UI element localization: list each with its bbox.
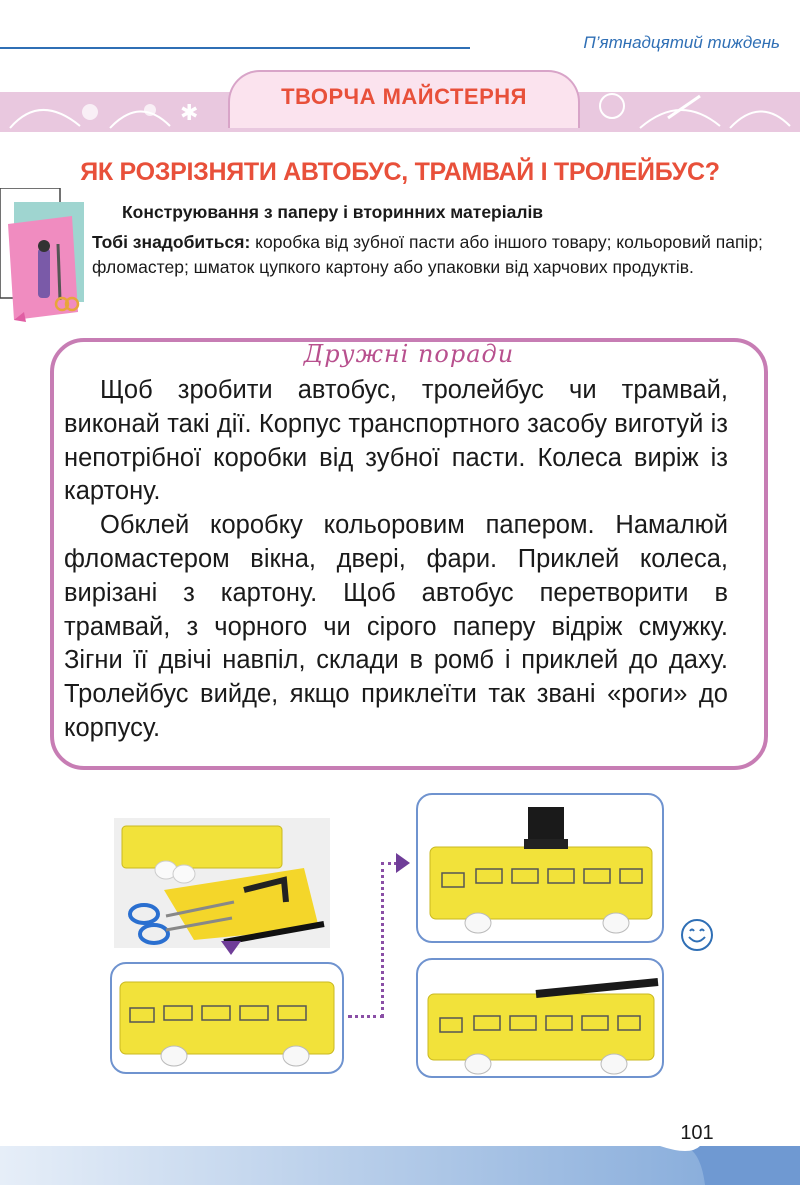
arrow-down-icon (221, 941, 241, 955)
trolleybus-model-image (418, 960, 664, 1078)
trolleybus-photo-frame (416, 958, 664, 1078)
svg-text:✱: ✱ (180, 101, 199, 126)
advice-paragraph-2: Обклей коробку кольоровим папером. Намалюй фломастером вікна, двері, фари. Приклей колеса, вирізані з картону. Щоб автобус перетворити в трамвай, з чорного чи сірого паперу відріж смужку. Зігни її двічі навпіл, склади в ромб і приклей до даху. Тролейбус вийде, якщо приклеїти так звані «роги» до корпусу. (64, 511, 728, 742)
bus-model-image (112, 964, 344, 1074)
section-title: ТВОРЧА МАЙСТЕРНЯ (281, 84, 527, 109)
header-rule (0, 47, 470, 49)
lesson-title: ЯК РОЗРІЗНЯТИ АВТОБУС, ТРАМВАЙ І ТРОЛЕЙБУС? (80, 158, 720, 186)
advice-paragraph-1: Щоб зробити автобус, тролейбус чи трамвай, виконай такі дії. Корпус транспортного засобу виготуй із непотрібної коробки від зубної пасти. Колеса виріж із картону. (64, 376, 728, 506)
tram-photo-frame (416, 793, 664, 943)
week-label: П’ятнадцятий тиждень (583, 33, 780, 52)
dotted-connector-bottom (348, 1015, 384, 1018)
craft-tools-icon (0, 188, 92, 328)
bus-photo-frame (110, 962, 344, 1074)
footer-band (0, 1146, 800, 1185)
tram-model-image (418, 795, 664, 943)
lesson-subtitle: Конструювання з паперу і вторинних матеріалів (122, 202, 544, 222)
arrow-right-icon (396, 853, 410, 873)
smiley-icon (680, 918, 714, 952)
dotted-connector-top (381, 862, 397, 865)
advice-text (64, 374, 728, 746)
materials-text (92, 230, 792, 280)
page-number: 101 (680, 1122, 714, 1144)
materials-list: коробка від зубної пасти або іншого товару; кольоровий папір; фломастер; шматок цупкого картону або упаковки від харчових продуктів. (92, 232, 763, 277)
materials-photo (114, 818, 330, 948)
dotted-connector (381, 862, 384, 1017)
advice-title: Дружні поради (303, 340, 515, 368)
materials-label: Тобі знадобиться: (92, 232, 251, 252)
